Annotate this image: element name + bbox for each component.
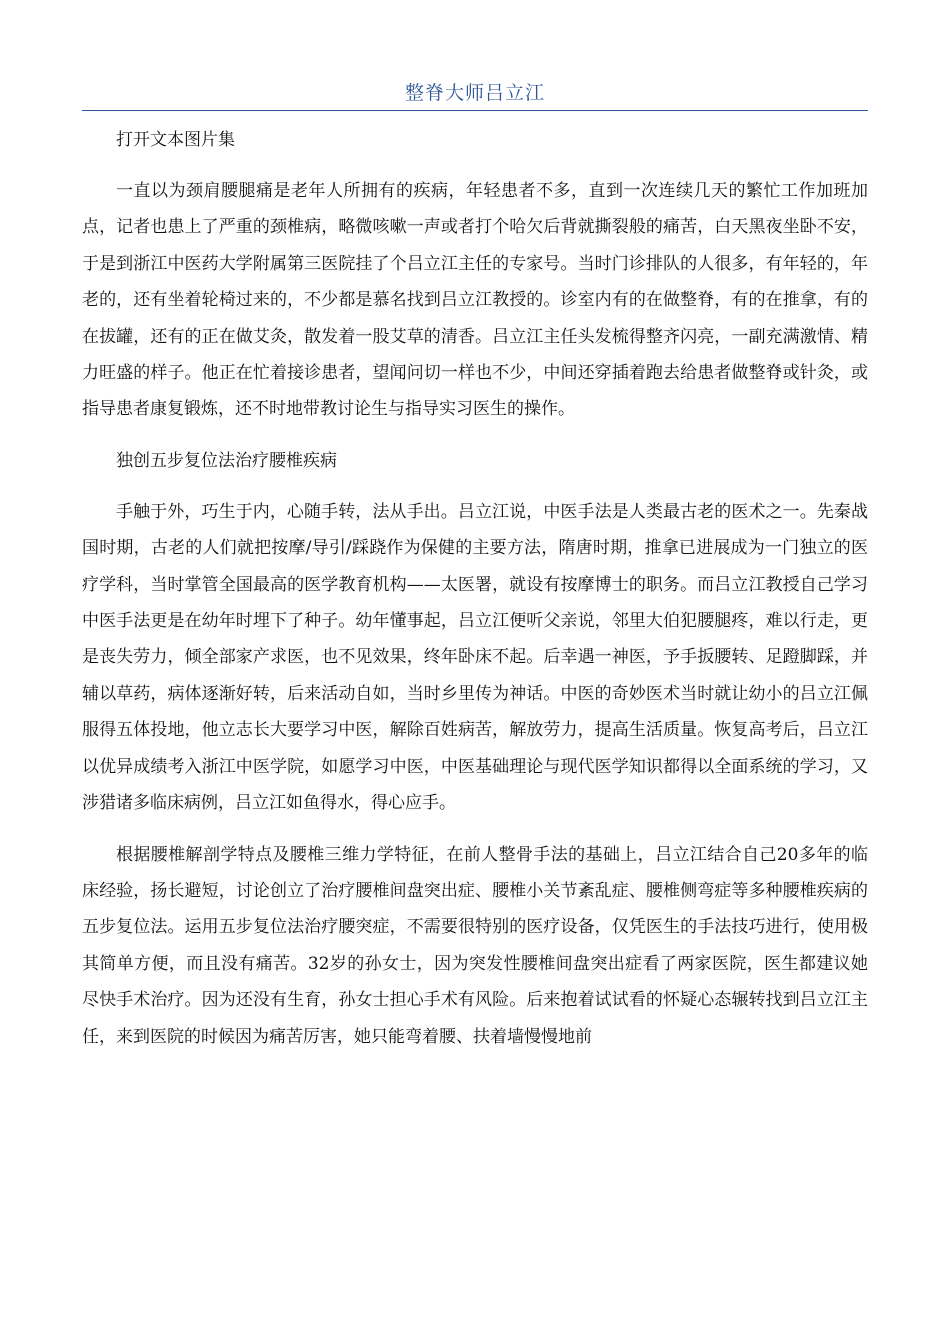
page-header [82,80,868,111]
paragraph-five-step-method: 根据腰椎解剖学特点及腰椎三维力学特征，在前人整骨手法的基础上，吕立江结合自己20多年的临床经验，扬长避短，讨论创立了治疗腰椎间盘突出症、腰椎小关节紊乱症、腰椎侧弯症等多种腰椎疾病的五步复位法。运用五步复位法治疗腰突症，不需要很特别的医疗设备，仅凭医生的手法技巧进行，使用极其简单方便，而且没有痛苦。32岁的孙女士，因为突发性腰椎间盘突出症看了两家医院，医生都建议她尽快手术治疗。因为还没有生育，孙女士担心手术有风险。后来抱着试试看的怀疑心态辗转找到吕立江主任，来到医院的时候因为痛苦厉害，她只能弯着腰、扶着墙慢慢地前 [82,844,868,1047]
document-body [82,122,868,1055]
paragraph-manual-therapy-history: 手触于外，巧生于内，心随手转，法从手出。吕立江说，中医手法是人类最古老的医术之一。先秦战国时期，古老的人们就把按摩/导引/踩跷作为保健的主要方法，隋唐时期，推拿已进展成为一门独立的医疗学科，当时掌管全国最高的医学教育机构——太医署，就设有按摩博士的职务。而吕立江教授自己学习中医手法更是在幼年时埋下了种子。幼年懂事起，吕立江便听父亲说，邻里大伯犯腰腿疼，难以行走，更是丧失劳力，倾全部家产求医，也不见效果，终年卧床不起。后幸遇一神医，予手扳腰转、足蹬脚踩，并辅以草药，病体逐渐好转，后来活动自如，当时乡里传为神话。中医的奇妙医术当时就让幼小的吕立江佩服得五体投地，他立志长大要学习中医，解除百姓病苦，解放劳力，提高生活质量。恢复高考后，吕立江以优异成绩考入浙江中医学院，如愿学习中医，中医基础理论与现代医学知识都得以全面系统的学习，又涉猎诸多临床病例，吕立江如鱼得水，得心应手。 [82,501,868,814]
document-title: 整脊大师吕立江 [404,82,545,104]
paragraph-intro: 一直以为颈肩腰腿痛是老年人所拥有的疾病，年轻患者不多，直到一次连续几天的繁忙工作加班加点，记者也患上了严重的颈椎病，略微咳嗽一声或者打个哈欠后背就撕裂般的痛苦，白天黑夜坐卧不安，于是到浙江中医药大学附属第三医院挂了个吕立江主任的专家号。当时门诊排队的人很多，有年轻的，年老的，还有坐着轮椅过来的，不少都是慕名找到吕立江教授的。诊室内有的在做整脊，有的在推拿，有的在拔罐，还有的正在做艾灸，散发着一股艾草的清香。吕立江主任头发梳得整齐闪亮，一副充满激情、精力旺盛的样子。他正在忙着接诊患者，望闻问切一样也不少，中间还穿插着跑去给患者做整脊或针灸，或指导患者康复锻炼，还不时地带教讨论生与指导实习医生的操作。 [82,181,868,420]
section-heading-five-step-method: 独创五步复位法治疗腰椎疾病 [116,450,337,471]
section-heading-gallery: 打开文本图片集 [116,130,235,150]
